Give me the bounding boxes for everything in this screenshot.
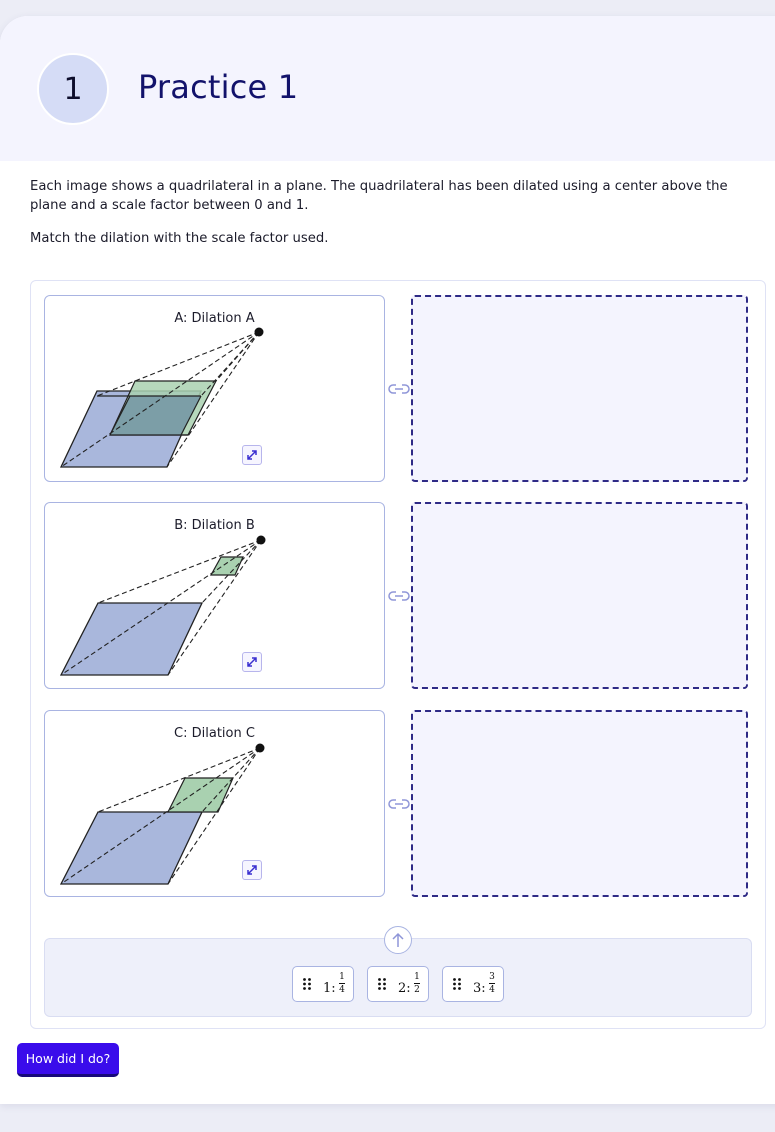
- fraction-bar: [489, 983, 495, 984]
- dilation-c-figure: [45, 711, 386, 898]
- item-card-b: [44, 502, 385, 689]
- link-icon: [387, 382, 411, 396]
- expand-arrows-icon: [245, 448, 259, 462]
- option-number: 1:: [323, 981, 336, 996]
- instructions-paragraph-1: Each image shows a quadrilateral in a plane. The quadrilateral has been dilated using a center above the plane and a scale factor between 0 and 1.: [30, 179, 728, 213]
- fraction-numerator: 1: [339, 972, 345, 982]
- arrow-up-icon: [390, 931, 406, 949]
- expand-button-a[interactable]: [242, 445, 262, 465]
- page-title: Practice 1: [138, 68, 299, 106]
- option-chip-1[interactable]: [292, 966, 354, 1002]
- item-card-a: [44, 295, 385, 482]
- fraction-bar: [339, 983, 345, 984]
- option-number: 2:: [398, 981, 411, 996]
- pool-toggle-button[interactable]: [384, 926, 412, 954]
- dilation-b-figure: [45, 503, 386, 690]
- step-number-badge: 1: [37, 53, 109, 125]
- option-fraction: [489, 972, 495, 995]
- fraction-numerator: 3: [489, 972, 495, 982]
- drag-handle-icon[interactable]: [303, 978, 311, 990]
- fraction-denominator: 4: [489, 985, 495, 995]
- card-header: [0, 16, 775, 161]
- fraction-denominator: 2: [414, 985, 420, 995]
- instructions: [30, 177, 765, 262]
- item-label-a: A: Dilation A: [174, 311, 255, 326]
- drop-zone-a[interactable]: [411, 295, 748, 482]
- drop-zone-b[interactable]: [411, 502, 748, 689]
- link-icon: [387, 797, 411, 811]
- instructions-paragraph-2: Match the dilation with the scale factor used.: [30, 231, 329, 246]
- link-icon: [387, 589, 411, 603]
- dilation-a-figure: [45, 296, 386, 483]
- expand-button-b[interactable]: [242, 652, 262, 672]
- option-chip-2[interactable]: [367, 966, 429, 1002]
- expand-button-c[interactable]: [242, 860, 262, 880]
- option-number: 3:: [473, 981, 486, 996]
- item-label-c: C: Dilation C: [174, 726, 255, 741]
- fraction-numerator: 1: [414, 972, 420, 982]
- option-chip-3[interactable]: [442, 966, 504, 1002]
- drag-handle-icon[interactable]: [453, 978, 461, 990]
- option-fraction: [339, 972, 345, 995]
- item-label-b: B: Dilation B: [174, 518, 255, 533]
- expand-arrows-icon: [245, 863, 259, 877]
- drop-zone-c[interactable]: [411, 710, 748, 897]
- option-fraction: [414, 972, 420, 995]
- item-card-c: [44, 710, 385, 897]
- how-did-i-do-button[interactable]: How did I do?: [17, 1043, 119, 1077]
- fraction-denominator: 4: [339, 985, 345, 995]
- expand-arrows-icon: [245, 655, 259, 669]
- fraction-bar: [414, 983, 420, 984]
- drag-handle-icon[interactable]: [378, 978, 386, 990]
